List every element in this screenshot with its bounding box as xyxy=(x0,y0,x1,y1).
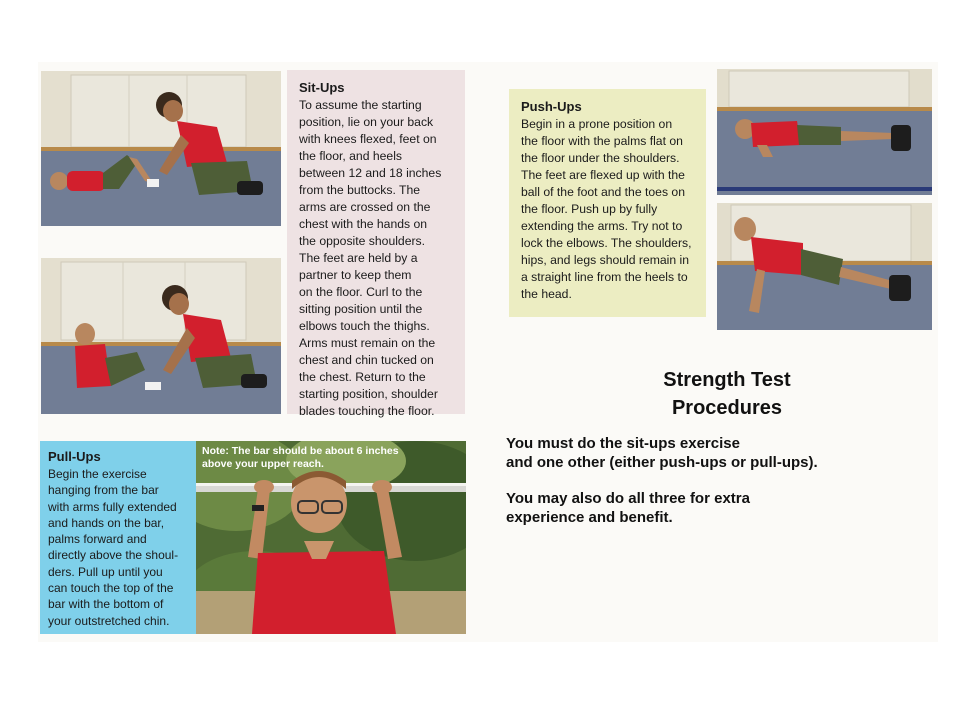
situps-line: arms are crossed on the xyxy=(299,200,431,214)
pushups-line: hips, and legs should remain in xyxy=(521,253,690,267)
situps-line: blades touching the floor. xyxy=(299,404,435,418)
pullups-line: and hands on the bar, xyxy=(48,515,165,530)
pushups-line: Begin in a prone position on xyxy=(521,117,673,131)
situps-text xyxy=(299,97,453,420)
pushup-photo-up xyxy=(717,203,932,330)
pushups-instructions xyxy=(509,89,706,317)
pullups-line: bar with the bottom of xyxy=(48,597,164,612)
pushups-line: the floor. Push up by fully xyxy=(521,202,658,216)
situp-photo-curl xyxy=(41,258,281,414)
pullups-line: ders. Pull up until you xyxy=(48,564,163,579)
situps-line: between 12 and 18 inches xyxy=(299,166,442,180)
pushup-photo-down xyxy=(717,69,932,195)
intro-line: experience and benefit. xyxy=(506,509,673,526)
situps-line: elbows touch the thighs. xyxy=(299,319,430,333)
pullup-bar-note xyxy=(202,445,412,471)
situps-line: the floor, and heels xyxy=(299,149,402,163)
pushups-line: the floor with the palms flat on xyxy=(521,134,683,148)
pushups-line: The feet are flexed up with the xyxy=(521,168,685,182)
situps-line: from the buttocks. The xyxy=(299,183,421,197)
pushups-line: lock the elbows. The shoulders, xyxy=(521,236,692,250)
title-line: Strength Test xyxy=(663,369,791,391)
situps-line: chest and chin tucked on xyxy=(299,353,434,367)
situp-photo-start xyxy=(41,71,281,226)
title-line: Procedures xyxy=(671,397,783,419)
situps-line: To assume the starting xyxy=(299,98,422,112)
situps-line: with knees flexed, feet on xyxy=(299,132,437,146)
intro-line: You may also do all three for extra xyxy=(506,490,750,507)
pushups-line: a straight line from the heels to xyxy=(521,270,688,284)
note-line: above your upper reach. xyxy=(202,458,324,470)
situps-line: position, lie on your back xyxy=(299,115,434,129)
situps-line: chest with the hands on xyxy=(299,217,428,231)
pullups-line: hanging from the bar xyxy=(48,483,159,498)
pushups-line: extending the arms. Try not to xyxy=(521,219,683,233)
pullups-line: with arms fully extended xyxy=(48,499,177,514)
pushups-heading: Push-Ups xyxy=(521,99,582,114)
situps-line: The feet are held by a xyxy=(299,251,418,265)
pushups-line: the head. xyxy=(521,287,572,301)
intro-line: and one other (either push-ups or pull-ups). xyxy=(506,454,818,471)
situps-line: sitting position until the xyxy=(299,302,423,316)
page-title xyxy=(612,366,842,422)
note-line: Note: The bar should be about 6 inches xyxy=(202,445,399,457)
pullups-heading: Pull-Ups xyxy=(48,449,101,464)
intro-optional xyxy=(506,489,886,527)
pullups-line: directly above the shoul- xyxy=(48,548,179,563)
situps-line: on the floor. Curl to the xyxy=(299,285,423,299)
pullups-line: can touch the top of the xyxy=(48,581,174,596)
intro-required xyxy=(506,434,886,472)
intro-line: You must do the sit-ups exercise xyxy=(506,435,740,452)
pullups-line: palms forward and xyxy=(48,532,147,547)
situps-instructions xyxy=(287,70,465,418)
situps-line: partner to keep them xyxy=(299,268,412,282)
situps-heading: Sit-Ups xyxy=(299,80,345,95)
situps-line: the chest. Return to the xyxy=(299,370,426,384)
pushups-line: ball of the foot and the toes on xyxy=(521,185,685,199)
pushups-line: the floor under the shoulders. xyxy=(521,151,680,165)
pullups-text xyxy=(48,466,188,629)
pushups-text xyxy=(521,116,694,303)
situps-line: the opposite shoulders. xyxy=(299,234,426,248)
pullups-instructions xyxy=(40,441,196,634)
situps-line: Arms must remain on the xyxy=(299,336,436,350)
pullups-line: your outstretched chin. xyxy=(48,613,170,628)
pullups-line: Begin the exercise xyxy=(48,467,147,481)
situps-line: starting position, shoulder xyxy=(299,387,438,401)
